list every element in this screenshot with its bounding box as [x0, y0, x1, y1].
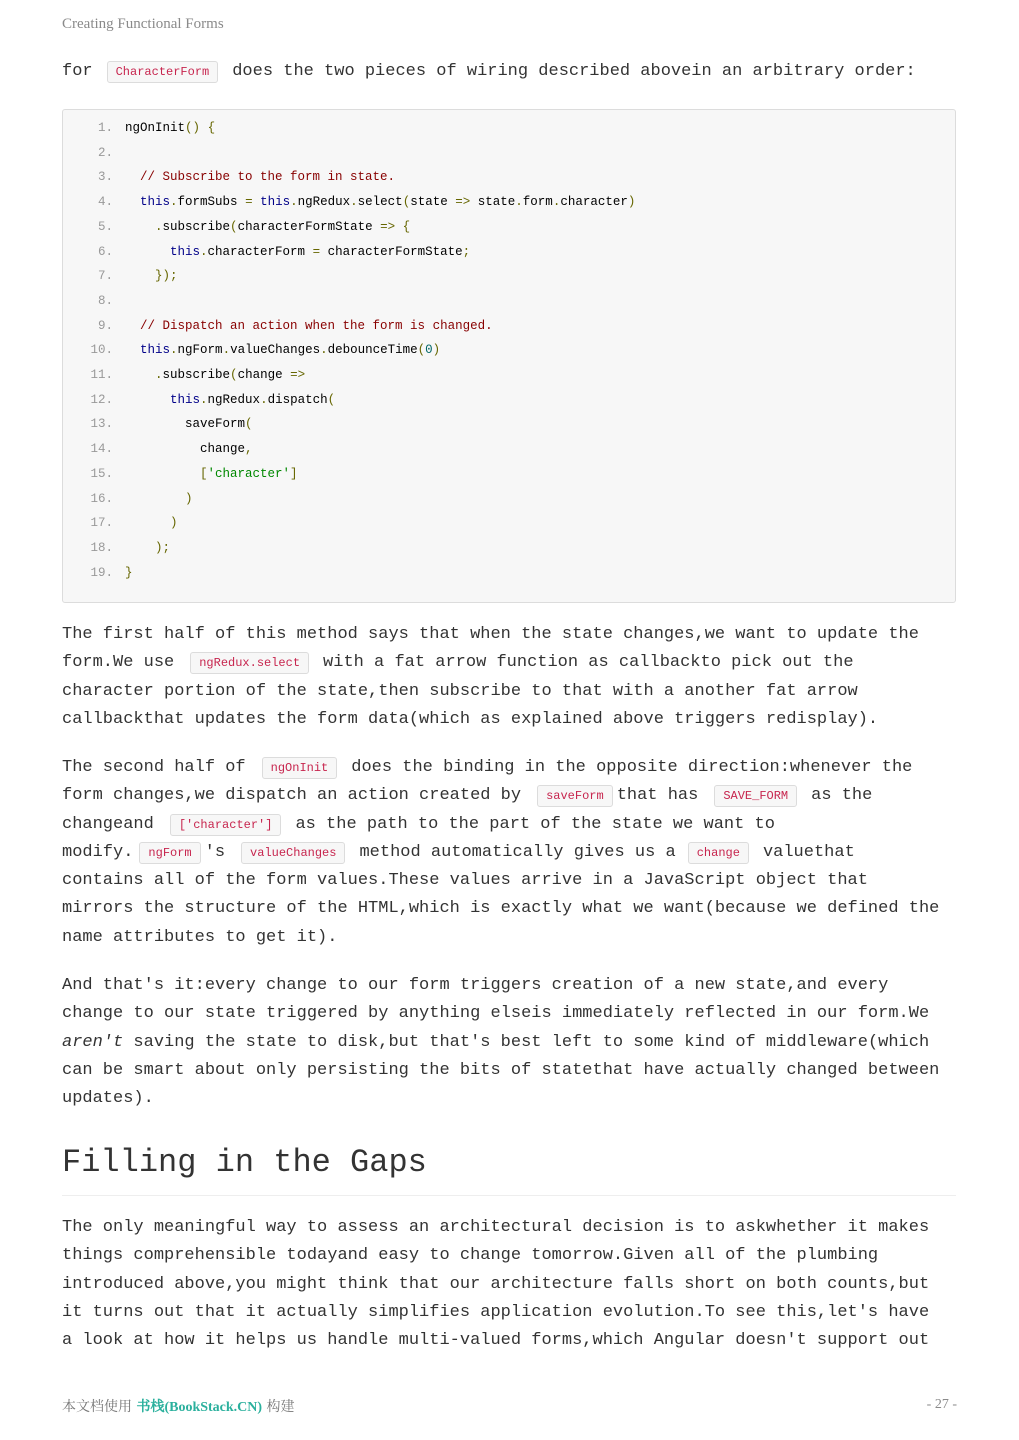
line-number: 11.	[90, 368, 113, 382]
code-text: this.formSubs = this.ngRedux.select(state => state.form.character)	[140, 195, 636, 210]
text: modify.	[62, 842, 134, 862]
code-text: );	[155, 540, 171, 555]
text: changeand	[62, 814, 154, 834]
text-line: contains all of the form values.These values arrive in a JavaScript object that	[62, 871, 868, 891]
text-line	[62, 839, 962, 867]
code-line	[63, 343, 440, 365]
text-line: And that's it:every change to our form triggers creation of a new state,and every	[62, 976, 889, 995]
text-line	[62, 782, 962, 810]
text-line: The only meaningful way to assess an architectural decision is to askwhether it makes	[62, 1218, 930, 1237]
text-line: it turns out that it actually simplifies application evolution.To see this,let's have	[62, 1302, 930, 1322]
text: valuethat	[762, 842, 855, 862]
paragraph-3	[62, 972, 962, 1113]
line-number: 17.	[90, 516, 113, 531]
text-line: change to our state triggered by anything elseis immediately reflected in our form.We	[62, 1004, 930, 1024]
code-text: this.ngRedux.dispatch(	[170, 392, 336, 407]
inline-code: ngOnInit	[262, 757, 338, 779]
text: does the binding in the opposite direction:whenever the	[351, 758, 913, 777]
line-number: 5.	[97, 219, 113, 234]
code-line	[63, 467, 298, 489]
code-line	[63, 245, 470, 267]
text-line	[62, 1029, 962, 1057]
inline-code: CharacterForm	[107, 61, 219, 83]
text: form.We use	[62, 653, 175, 673]
code-line	[63, 417, 253, 439]
line-number: 12.	[90, 392, 113, 407]
text-line: name attributes to get it).	[62, 927, 338, 947]
text-line: character portion of the state,then subscribe to that with a another fat arrow	[62, 681, 858, 701]
text: method automatically gives us a	[359, 842, 676, 862]
text-line	[62, 649, 962, 677]
code-line	[63, 146, 125, 168]
code-line	[63, 442, 253, 464]
text-line: a look at how it helps us handle multi-valued forms,which Angular doesn't support out	[62, 1331, 930, 1351]
code-text: ngOnInit() {	[125, 121, 216, 135]
footer-text: 构建	[266, 1399, 295, 1415]
line-number: 2.	[97, 145, 113, 160]
line-number: 13.	[90, 417, 113, 432]
code-line	[63, 195, 635, 217]
code-text: this.characterForm = characterFormState;	[170, 244, 471, 259]
line-number: 3.	[97, 170, 113, 185]
inline-code: change	[688, 842, 749, 864]
intro-text: for	[62, 62, 93, 81]
code-text: this.ngForm.valueChanges.debounceTime(0)	[140, 343, 441, 358]
text-line: updates).	[62, 1089, 154, 1109]
intro-paragraph	[62, 58, 962, 86]
line-number: 18.	[90, 540, 113, 555]
line-number: 6.	[97, 244, 113, 259]
inline-code: SAVE_FORM	[714, 785, 797, 807]
code-block	[62, 109, 956, 603]
code-line	[63, 294, 125, 316]
code-line	[63, 393, 335, 415]
code-line	[63, 220, 410, 242]
line-number: 16.	[90, 491, 113, 506]
code-text: saveForm(	[185, 417, 253, 432]
line-number: 1.	[97, 121, 113, 135]
inline-code: ['character']	[170, 814, 282, 836]
text: The second half of	[62, 758, 246, 777]
code-text: change,	[200, 442, 253, 457]
text: form changes,we dispatch an action created by	[62, 786, 522, 806]
text-line: introduced above,you might think that our architecture falls short on both counts,but	[62, 1274, 930, 1294]
paragraph-2	[62, 754, 962, 952]
text-line: mirrors the structure of the HTML,which is exactly what we want(because we defined the	[62, 899, 940, 919]
footer-brand-link[interactable]: 书栈(BookStack.CN)	[136, 1400, 263, 1415]
code-line	[63, 319, 493, 341]
code-line	[63, 269, 178, 291]
inline-code: saveForm	[537, 785, 613, 807]
code-text: });	[155, 269, 178, 284]
code-line	[63, 516, 178, 538]
line-number: 15.	[90, 466, 113, 481]
code-text: )	[185, 491, 193, 506]
inline-code: ngRedux.select	[190, 652, 309, 674]
text: that has	[616, 786, 699, 806]
code-text: }	[125, 565, 133, 580]
footer-text: 本文档使用	[62, 1399, 132, 1415]
code-line	[63, 566, 133, 588]
text-line	[62, 754, 962, 782]
text-line: callbackthat updates the form data(which as explained above triggers redisplay).	[62, 709, 879, 729]
line-number: 14.	[90, 442, 113, 457]
line-number: 9.	[97, 318, 113, 333]
text: 's	[204, 842, 226, 862]
emphasis: aren't	[62, 1032, 124, 1052]
intro-text: does the two pieces of wiring described abovein an arbitrary order:	[232, 62, 916, 81]
text: saving the state to disk,but that's best left to some kind of middleware(which	[133, 1032, 930, 1052]
line-number: 4.	[97, 195, 113, 210]
code-text: // Subscribe to the form in state.	[140, 170, 396, 185]
text-line: The first half of this method says that when the state changes,we want to update the	[62, 625, 919, 644]
line-number: 8.	[97, 293, 113, 308]
code-text: ['character']	[200, 466, 298, 481]
code-text: .subscribe(change =>	[155, 368, 306, 382]
text: as the	[811, 786, 873, 806]
code-line	[63, 170, 395, 192]
line-number: 19.	[90, 565, 113, 580]
code-line	[63, 492, 193, 514]
footer-credit	[62, 1396, 295, 1416]
code-line	[63, 121, 215, 143]
code-line	[63, 541, 170, 563]
heading-divider	[62, 1195, 956, 1196]
code-text: .subscribe(characterFormState => {	[155, 219, 411, 234]
inline-code: valueChanges	[241, 842, 345, 864]
paragraph-4	[62, 1214, 962, 1355]
line-number: 7.	[97, 269, 113, 284]
inline-code: ngForm	[139, 842, 200, 864]
text-line: things comprehensible todayand easy to change tomorrow.Given all of the plumbing	[62, 1246, 879, 1266]
code-line	[63, 368, 305, 390]
paragraph-1	[62, 621, 962, 734]
page-number: - 27 -	[926, 1397, 957, 1412]
code-text: // Dispatch an action when the form is changed.	[140, 318, 493, 333]
running-header: Creating Functional Forms	[62, 16, 224, 32]
section-heading: Filling in the Gaps	[62, 1144, 427, 1181]
text: as the path to the part of the state we want to	[295, 814, 775, 834]
text-line: can be smart about only persisting the bits of statethat have actually changed between	[62, 1060, 940, 1080]
code-text: )	[170, 516, 178, 531]
text: with a fat arrow function as callbackto pick out the	[323, 653, 854, 673]
line-number: 10.	[90, 343, 113, 358]
text-line	[62, 811, 962, 839]
